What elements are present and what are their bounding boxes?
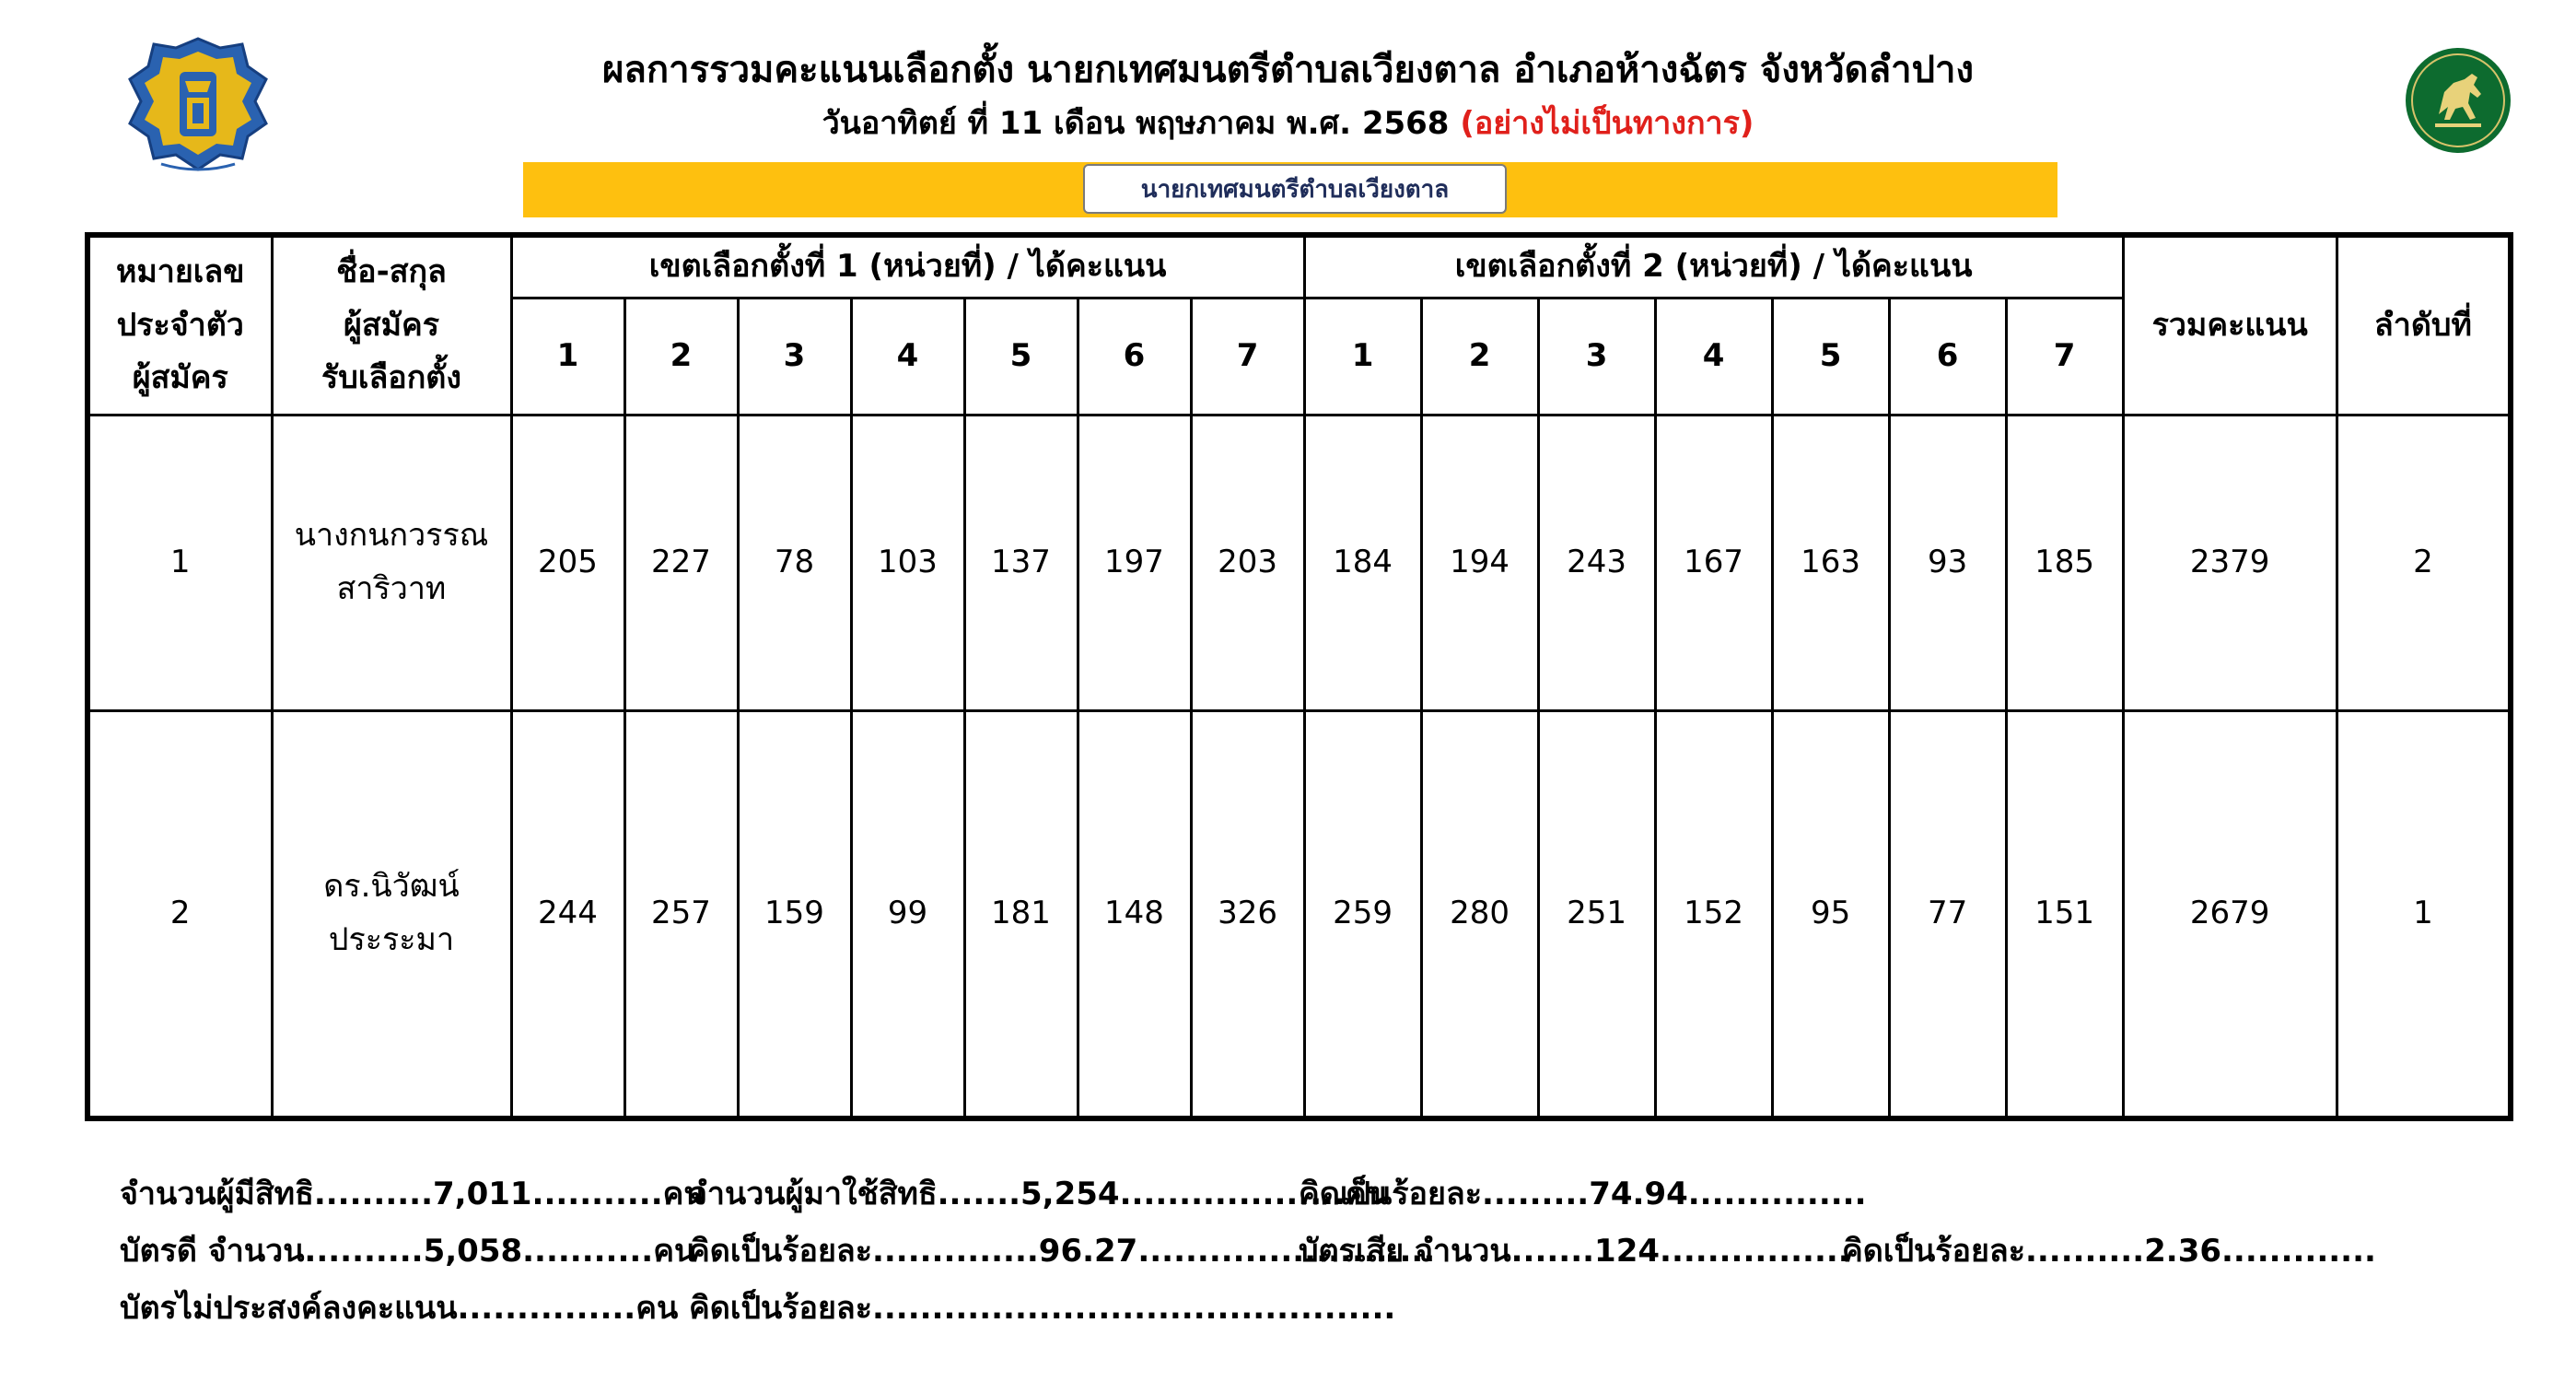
unit-header: 2 — [624, 298, 738, 416]
vote-cell: 205 — [511, 416, 624, 711]
header-number-line2: ประจำตัว — [116, 306, 244, 344]
good-ballot-percent: คิดเป็นร้อยละ..............96.27......................... — [689, 1233, 1436, 1270]
good-ballot-count: บัตรดี จำนวน..........5,058...........คน — [120, 1233, 696, 1270]
header-total: รวมคะแนน — [2123, 235, 2337, 416]
vote-cell: 280 — [1421, 711, 1538, 1119]
vote-cell: 181 — [964, 711, 1078, 1119]
candidate-name — [272, 416, 511, 711]
vote-cell: 259 — [1304, 711, 1421, 1119]
vote-cell: 244 — [511, 711, 624, 1119]
header-name-line2: ผู้สมัคร — [343, 306, 440, 344]
header-name-line1: ชื่อ-สกุล — [336, 252, 447, 290]
unit-header: 7 — [1191, 298, 1304, 416]
vote-cell: 93 — [1889, 416, 2006, 711]
unit-header: 3 — [1538, 298, 1655, 416]
vote-cell: 197 — [1078, 416, 1191, 711]
unit-header: 6 — [1078, 298, 1191, 416]
candidate-number: 1 — [87, 416, 272, 711]
bad-ballot-count: บัตรเสีย จำนวน.......124................ — [1299, 1233, 1850, 1270]
vote-cell: 185 — [2006, 416, 2123, 711]
rank-cell: 1 — [2337, 711, 2511, 1119]
date-line — [0, 100, 2576, 147]
results-table — [85, 232, 2513, 1121]
unit-header: 2 — [1421, 298, 1538, 416]
unit-header: 1 — [1304, 298, 1421, 416]
no-vote-count: บัตรไม่ประสงค์ลงคะแนน...............คน — [120, 1290, 679, 1327]
candidate-name-line1: ดร.นิวัฒน์ — [323, 868, 460, 906]
voter-count: จำนวนผู้มาใช้สิทธิ.......5,254...................คน — [689, 1176, 1388, 1212]
no-vote-percent: คิดเป็นร้อยละ............................................ — [689, 1290, 1396, 1327]
unit-header: 5 — [964, 298, 1078, 416]
header-name-line3: รับเลือกตั้ง — [321, 359, 461, 397]
vote-cell: 151 — [2006, 711, 2123, 1119]
vote-cell: 326 — [1191, 711, 1304, 1119]
unofficial-note: (อย่างไม่เป็นทางการ) — [1460, 105, 1754, 142]
vote-cell: 137 — [964, 416, 1078, 711]
candidate-name-line2: ประระมา — [328, 921, 455, 958]
header-number-line1: หมายเลข — [115, 252, 245, 290]
vote-cell: 103 — [851, 416, 964, 711]
vote-cell: 184 — [1304, 416, 1421, 711]
vote-cell: 243 — [1538, 416, 1655, 711]
vote-cell: 251 — [1538, 711, 1655, 1119]
vote-cell: 148 — [1078, 711, 1191, 1119]
header-number-line3: ผู้สมัคร — [132, 359, 228, 397]
position-label: นายกเทศมนตรีตำบลเวียงตาล — [1083, 164, 1507, 214]
vote-cell: 257 — [624, 711, 738, 1119]
vote-cell: 152 — [1655, 711, 1772, 1119]
unit-header: 3 — [738, 298, 851, 416]
total-cell: 2379 — [2123, 416, 2337, 711]
vote-cell: 194 — [1421, 416, 1538, 711]
candidate-number: 2 — [87, 711, 272, 1119]
header-name — [272, 235, 511, 416]
eligible-count: จำนวนผู้มีสิทธิ..........7,011...........คน — [120, 1176, 705, 1212]
vote-cell: 227 — [624, 416, 738, 711]
vote-cell: 77 — [1889, 711, 2006, 1119]
vote-cell: 203 — [1191, 416, 1304, 711]
unit-header: 5 — [1772, 298, 1889, 416]
header-number — [87, 235, 272, 416]
vote-cell: 95 — [1772, 711, 1889, 1119]
bad-ballot-percent: คิดเป็นร้อยละ..........2.36............. — [1842, 1233, 2376, 1270]
vote-cell: 99 — [851, 711, 964, 1119]
vote-cell: 159 — [738, 711, 851, 1119]
vote-cell: 167 — [1655, 416, 1772, 711]
header-rank: ลำดับที่ — [2337, 235, 2511, 416]
total-cell: 2679 — [2123, 711, 2337, 1119]
unit-header: 7 — [2006, 298, 2123, 416]
date-text: วันอาทิตย์ ที่ 11 เดือน พฤษภาคม พ.ศ. 2568 — [822, 105, 1450, 142]
vote-cell: 78 — [738, 416, 851, 711]
table-row — [87, 711, 2511, 1119]
unit-header: 1 — [511, 298, 624, 416]
header-district-2: เขตเลือกตั้งที่ 2 (หน่วยที่) / ได้คะแนน — [1304, 235, 2123, 298]
rank-cell: 2 — [2337, 416, 2511, 711]
unit-header: 4 — [851, 298, 964, 416]
unit-header: 6 — [1889, 298, 2006, 416]
turnout-percent: คิดเป็นร้อยละ.........74.94............... — [1299, 1176, 1867, 1212]
vote-cell: 163 — [1772, 416, 1889, 711]
candidate-name — [272, 711, 511, 1119]
candidate-name-line2: สาริวาท — [336, 570, 447, 607]
unit-header: 4 — [1655, 298, 1772, 416]
header-district-1: เขตเลือกตั้งที่ 1 (หน่วยที่) / ได้คะแนน — [511, 235, 1304, 298]
table-row — [87, 416, 2511, 711]
page-title: ผลการรวมคะแนนเลือกตั้ง นายกเทศมนตรีตำบลเวียงตาล อำเภอห้างฉัตร จังหวัดลำปาง — [601, 49, 1975, 91]
candidate-name-line1: นางกนกวรรณ — [294, 517, 489, 555]
